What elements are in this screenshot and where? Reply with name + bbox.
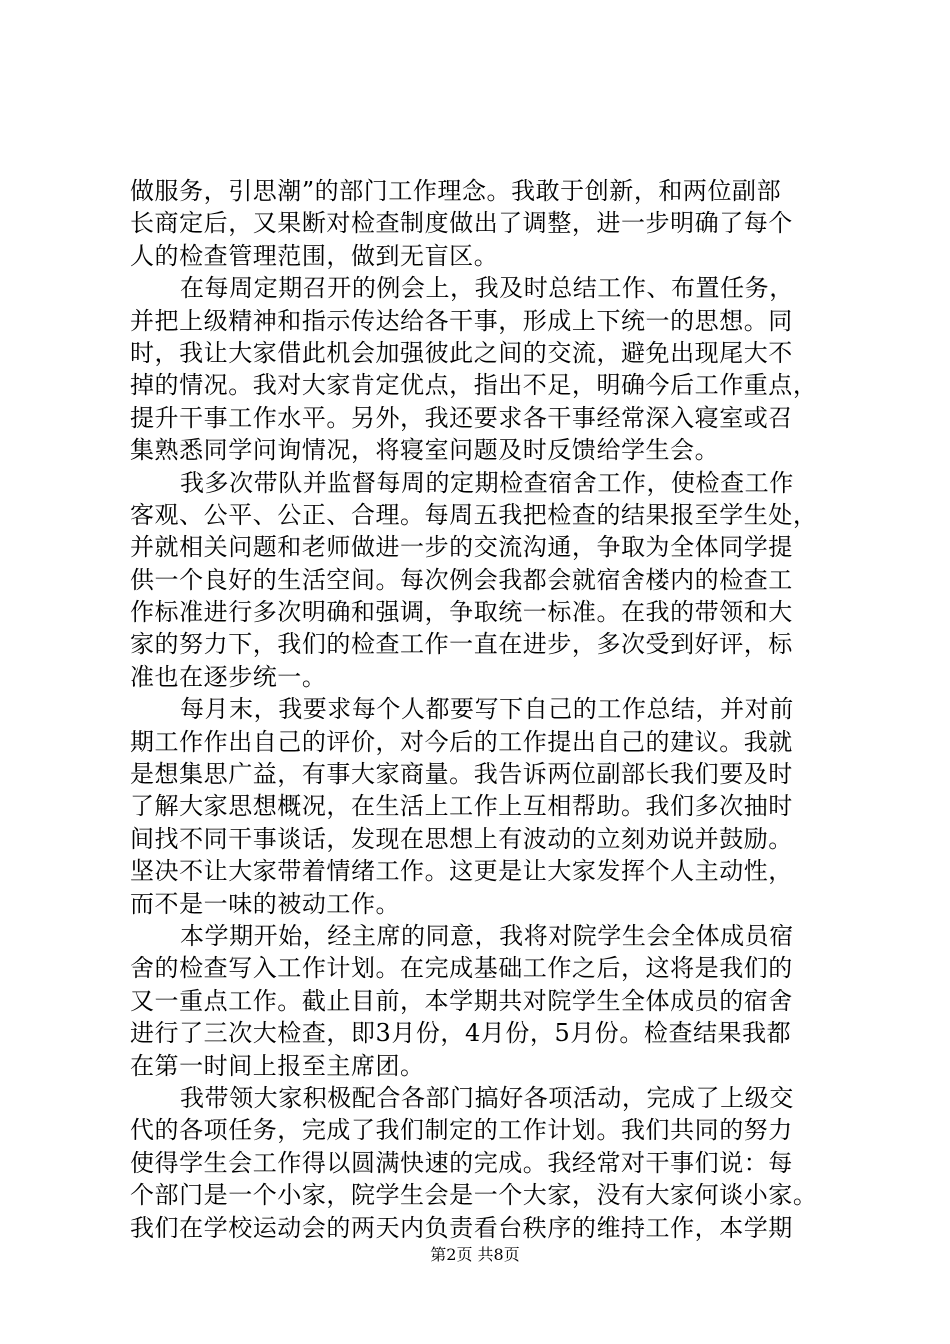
- text-line: 个部门是一个小家，院学生会是一个大家，没有大家何谈小家。: [130, 1181, 818, 1210]
- paragraph-first-line: 本学期开始，经主席的同意，我将对院学生会全体成员宿: [180, 921, 794, 950]
- text-line: 坚决不让大家带着情绪工作。这更是让大家发挥个人主动性，: [130, 857, 793, 886]
- text-line: 做服务，引思潮”的部门工作理念。我敢于创新，和两位副部: [130, 177, 782, 205]
- text-line: 使得学生会工作得以圆满快速的完成。我经常对干事们说：每: [130, 1148, 793, 1177]
- text-line: 时，我让大家借此机会加强彼此之间的交流，避免出现尾大不: [130, 338, 793, 367]
- text-line: 并把上级精神和指示传达给各干事，形成上下统一的思想。同: [130, 306, 793, 335]
- text-line: 并就相关问题和老师做进一步的交流沟通，争取为全体同学提: [130, 533, 793, 562]
- text-line: 我们在学校运动会的两天内负责看台秩序的维持工作，本学期: [130, 1213, 793, 1242]
- body-text: [130, 175, 830, 1244]
- text-line: 供一个良好的生活空间。每次例会我都会就宿舍楼内的检查工: [130, 565, 793, 594]
- text-line: 人的检查管理范围，做到无盲区。: [130, 241, 499, 270]
- page-footer: 第2页 共8页: [430, 1245, 520, 1264]
- text-line: 长商定后，又果断对检查制度做出了调整，进一步明确了每个: [130, 209, 793, 238]
- text-line: 客观、公平、公正、合理。每周五我把检查的结果报至学生处，: [130, 500, 818, 529]
- text-line: 代的各项任务，完成了我们制定的工作计划。我们共同的努力: [130, 1116, 793, 1145]
- paragraph-first-line: 我多次带队并监督每周的定期检查宿舍工作，使检查工作: [180, 468, 794, 497]
- text-line: 掉的情况。我对大家肯定优点，指出不足，明确今后工作重点，: [130, 371, 818, 400]
- text-line: 进行了三次大检查，即3月份，4月份，5月份。检查结果我都: [130, 1019, 792, 1048]
- text-line: 家的努力下，我们的检查工作一直在进步，多次受到好评，标: [130, 630, 793, 659]
- text-line: 舍的检查写入工作计划。在完成基础工作之后，这将是我们的: [130, 954, 793, 983]
- text-line: 在第一时间上报至主席团。: [130, 1051, 425, 1080]
- paragraph-first-line: 在每周定期召开的例会上，我及时总结工作、布置任务，: [180, 274, 794, 303]
- text-line: 是想集思广益，有事大家商量。我告诉两位副部长我们要及时: [130, 760, 793, 789]
- text-line: 了解大家思想概况，在生活上工作上互相帮助。我们多次抽时: [130, 792, 793, 821]
- paragraph-first-line: 我带领大家积极配合各部门搞好各项活动，完成了上级交: [180, 1083, 794, 1112]
- text-line: 又一重点工作。截止目前，本学期共对院学生全体成员的宿舍: [130, 986, 793, 1015]
- text-line: 集熟悉同学问询情况，将寝室问题及时反馈给学生会。: [130, 436, 720, 465]
- text-line: 而不是一味的被动工作。: [130, 889, 401, 918]
- text-line: 作标准进行多次明确和强调，争取统一标准。在我的带领和大: [130, 598, 793, 627]
- text-line: 间找不同干事谈话，发现在思想上有波动的立刻劝说并鼓励。: [130, 824, 793, 853]
- text-line: 准也在逐步统一。: [130, 662, 327, 691]
- text-line: 期工作作出自己的评价，对今后的工作提出自己的建议。我就: [130, 727, 793, 756]
- text-line: 提升干事工作水平。另外，我还要求各干事经常深入寝室或召: [130, 403, 793, 432]
- paragraph-first-line: 每月末，我要求每个人都要写下自己的工作总结，并对前: [180, 695, 794, 724]
